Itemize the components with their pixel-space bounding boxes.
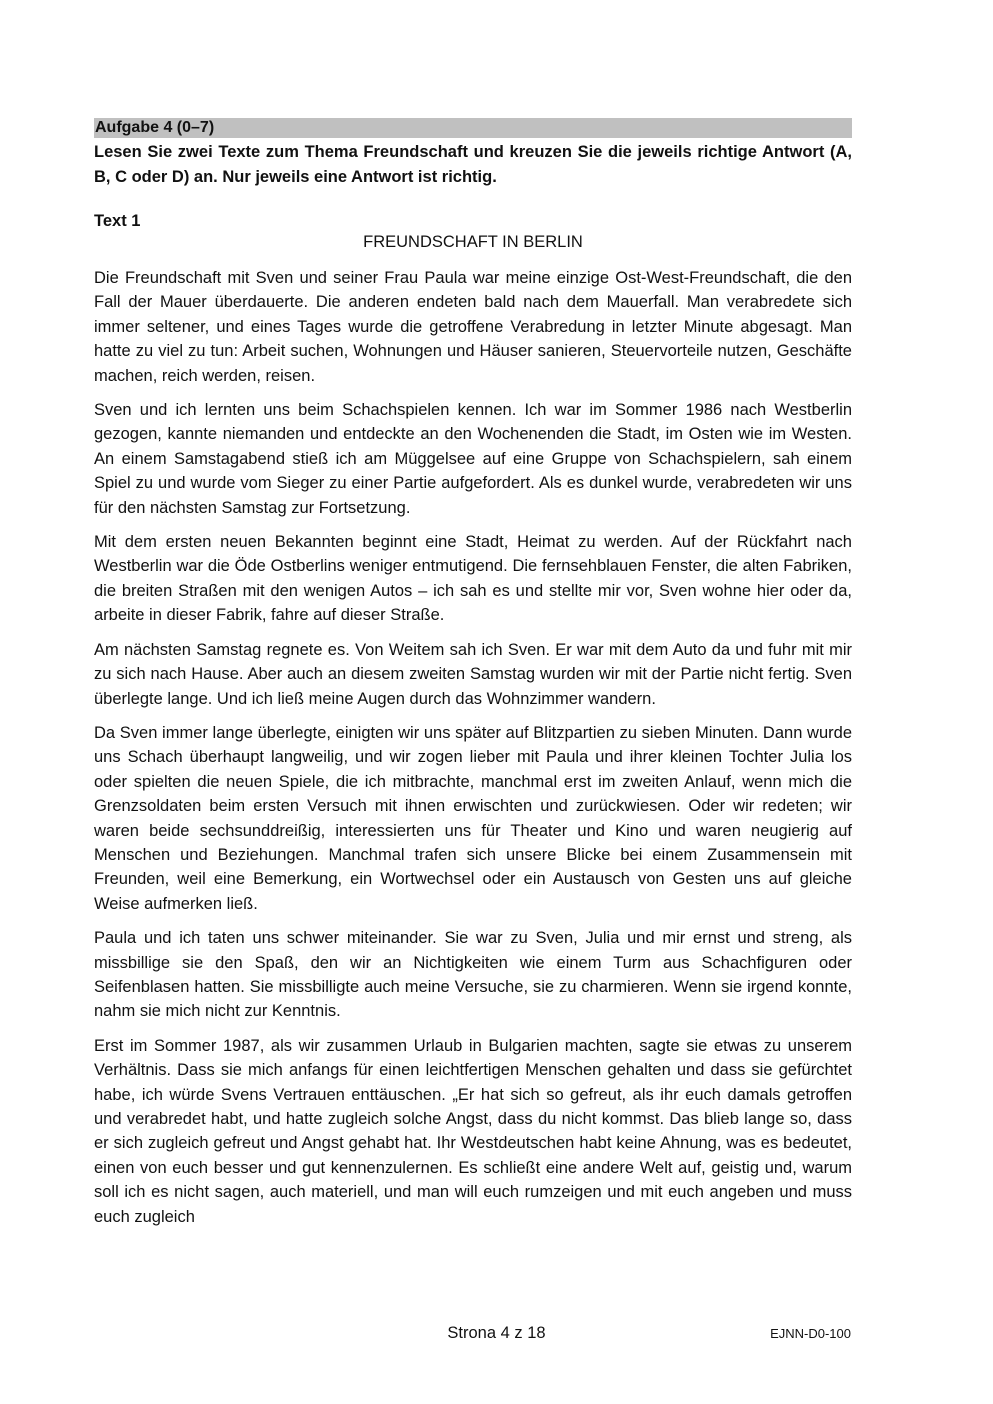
document-page: [94, 118, 852, 1239]
task-header: Aufgabe 4 (0–7): [94, 118, 852, 138]
text-body: [94, 266, 852, 1229]
paragraph: Erst im Sommer 1987, als wir zusammen Urlaub in Bulgarien machten, sagte sie etwas zu unserem Verhältnis. Dass sie mich anfangs für einen leichtfertigen Menschen gehalten und dass sie gefürchtet habe, ich würde Svens Vertrauen enttäuschen. „Er hat sich so gefreut, als ihr euch damals getroffen und verabredet habt, und hatte zugleich solche Angst, dass du nicht kommst. Das blieb lange so, dass er sich zugleich gefreut und Angst gehabt hat. Ihr Westdeutschen habt keine Ahnung, was es bedeutet, einen von euch besser und gut kennenzulernen. Es schließt eine andere Welt auf, geistig und, warum soll ich es nicht sagen, auch materiell, und man will euch rumzeigen und mit euch angeben und muss euch zugleich: [94, 1036, 852, 1226]
text-label: Text 1: [94, 212, 141, 230]
page-number: Strona 4 z 18: [447, 1324, 546, 1342]
document-code: EJNN-D0-100: [770, 1326, 851, 1341]
text-title: FREUNDSCHAFT IN BERLIN: [363, 233, 583, 251]
paragraph: Die Freundschaft mit Sven und seiner Frau Paula war meine einzige Ost-West-Freundschaft, die den Fall der Mauer überdauerte. Die anderen endeten bald nach dem Mauerfall. Man verabredete sich immer seltener, und eines Tages wurde die getroffene Verabredung in letzter Minute abgesagt. Man hatte zu viel zu tun: Arbeit suchen, Wohnungen und Häuser sanieren, Steuervorteile nutzen, Geschäfte machen, reich werden, reisen.: [94, 269, 852, 385]
paragraph: Mit dem ersten neuen Bekannten beginnt eine Stadt, Heimat zu werden. Auf der Rückfahrt nach Westberlin war die Öde Ostberlins weniger entmutigend. Die fernsehblauen Fenster, die alten Fabriken, die breiten Straßen mit den wenigen Autos – ich sah es und stellte mir vor, Sven wohne hier oder da, arbeite in dieser Fabrik, fahre auf dieser Straße.: [94, 533, 852, 625]
paragraph: Am nächsten Samstag regnete es. Von Weitem sah ich Sven. Er war mit dem Auto da und fuhr mit mir zu sich nach Hause. Aber auch an diesem zweiten Samstag wurden wir mit der Partie nicht fertig. Sven überlegte lange. Und ich ließ meine Augen durch das Wohnzimmer wandern.: [94, 640, 852, 708]
paragraph: Sven und ich lernten uns beim Schachspielen kennen. Ich war im Sommer 1986 nach Westberlin gezogen, kannte niemanden und entdeckte an den Wochenenden die Stadt, im Osten wie im Westen. An einem Samstagabend stieß ich am Müggelsee auf eine Gruppe von Schachspielern, sah einem Spiel zu und wurde vom Sieger zu einer Partie aufgefordert. Als es dunkel wurde, verabredeten wir uns für den nächsten Samstag zur Fortsetzung.: [94, 401, 852, 517]
task-instruction: Lesen Sie zwei Texte zum Thema Freundschaft und kreuzen Sie die jeweils richtige Antwort (A, B, C oder D) an. Nur jeweils eine Antwort ist richtig.: [94, 143, 852, 186]
paragraph: Paula und ich taten uns schwer miteinander. Sie war zu Sven, Julia und mir ernst und streng, als missbillige sie den Spaß, den wir an Nichtigkeiten wie einem Turm aus Schachfiguren oder Seifenblasen hatten. Sie missbilligte auch meine Versuche, sie zu charmieren. Wenn sie irgend konnte, nahm sie mich nicht zur Kenntnis.: [94, 929, 852, 1021]
paragraph: Da Sven immer lange überlegte, einigten wir uns später auf Blitzpartien zu sieben Minuten. Dann wurde uns Schach überhaupt langweilig, und wir zogen lieber mit Paula und ihrer kleinen Tochter Julia los oder spielten die neuen Spiele, die ich mitbrachte, manchmal erst im zweiten Anlauf, wenn mich die Grenzsoldaten beim ersten Versuch mit ihnen erwischten und zurückwiesen. Oder wir redeten; wir waren beide sechsunddreißig, interessierten uns für Theater und Kino und waren neugierig auf Menschen und Beziehungen. Manchmal trafen sich unsere Blicke bei einem Zusammensein mit Freunden, weil eine Bemerkung, ein Wortwechsel oder ein Austausch von Gesten uns auf gleiche Weise aufmerken ließ.: [94, 723, 852, 913]
